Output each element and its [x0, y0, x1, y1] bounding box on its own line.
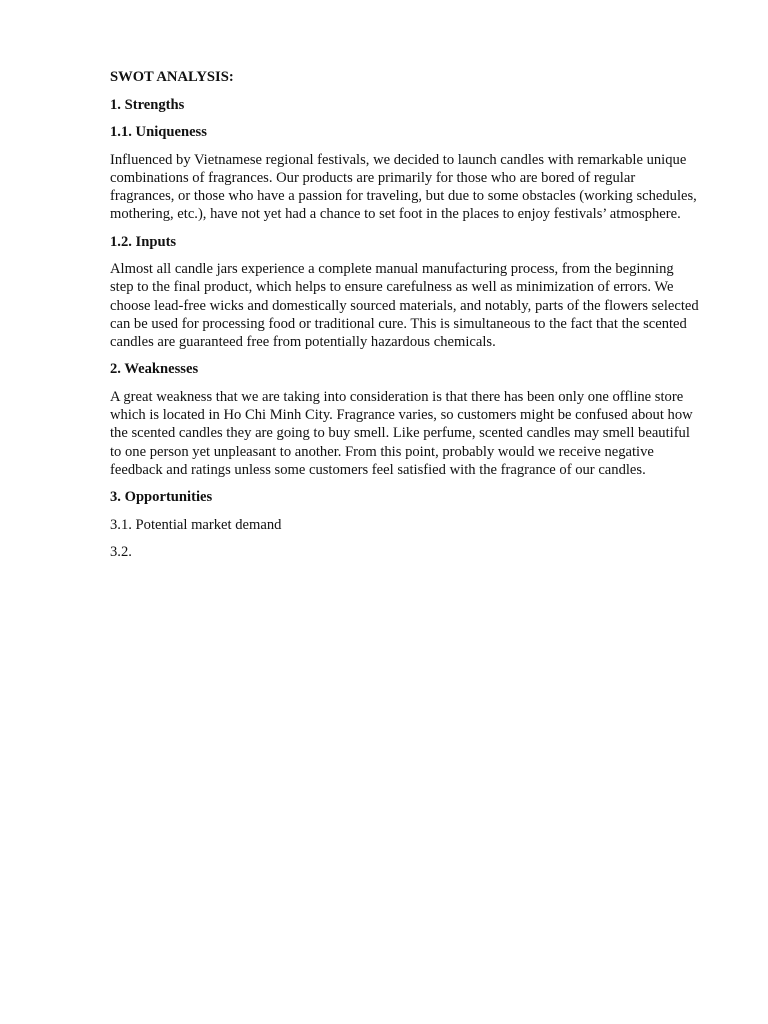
inputs-paragraph: Almost all candle jars experience a complete manual manufacturing process, from the beginning step to the final product, which helps to ensure carefulness as well as minimization of errors. We choose lead-free wicks and domestically sourced materials, and notably, parts of the flowers selected can be used for processing food or traditional cure. This is simultaneous to the fact that the scented candles are guaranteed free from potentially hazardous chemicals. — [110, 261, 699, 350]
strengths-heading: 1. Strengths — [110, 96, 185, 113]
weaknesses-heading: 2. Weaknesses — [110, 361, 199, 378]
weaknesses-paragraph: A great weakness that we are taking into consideration is that there has been only one offline store which is located in Ho Chi Minh City. Fragrance varies, so customers might be confused about how the scented candles they are going to buy smell. Like perfume, scented candles may smell beautiful to one person yet unpleasant to another. From this point, probably would we receive negative feedback and ratings unless some customers feel satisfied with the fragrance of our candles. — [110, 388, 693, 478]
market-demand-item: 3.1. Potential market demand — [110, 516, 282, 533]
inputs-heading: 1.2. Inputs — [110, 233, 177, 250]
document-title: SWOT ANALYSIS: — [110, 69, 234, 85]
uniqueness-paragraph: Influenced by Vietnamese regional festivals, we decided to launch candles with remarkable unique combinations of fragrances. Our products are primarily for those who are bored of regular fragrances, or those who have a passion for traveling, but due to some obstacles (working schedules, mothering, etc.), have not yet had a chance to set foot in the places to enjoy festivals’ atmosphere. — [110, 151, 697, 223]
opportunities-heading: 3. Opportunities — [110, 489, 213, 506]
uniqueness-heading: 1.1. Uniqueness — [110, 124, 207, 140]
document-page — [110, 68, 700, 571]
item-3-2: 3.2. — [110, 544, 132, 561]
